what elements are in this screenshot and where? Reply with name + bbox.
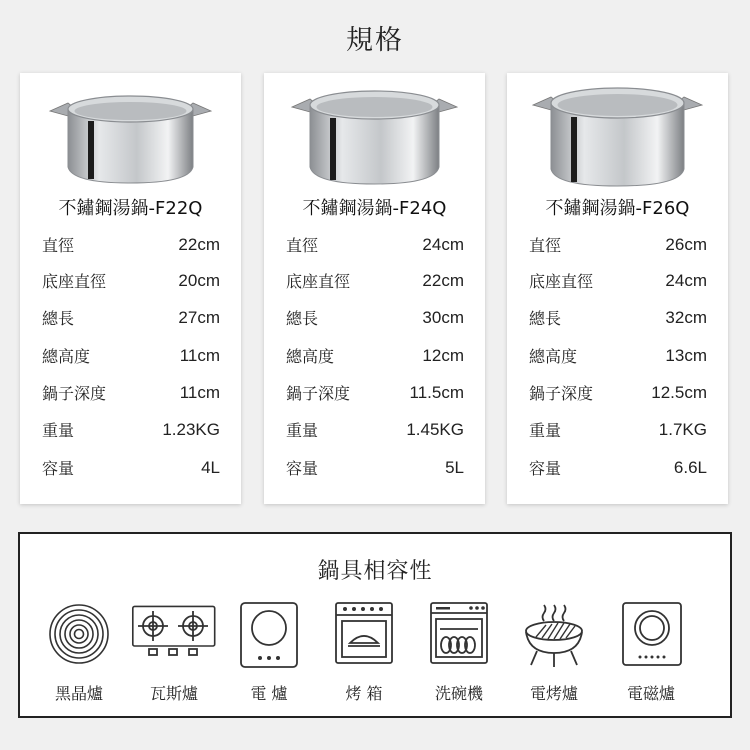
spec-cards bbox=[20, 73, 730, 505]
spec-value: 1.7KG bbox=[658, 420, 707, 439]
spec-label: 鍋子深度 bbox=[42, 384, 107, 403]
spec-row bbox=[42, 344, 220, 368]
spec-label: 總高度 bbox=[286, 347, 335, 366]
spec-label: 容量 bbox=[529, 459, 562, 478]
spec-label: 重量 bbox=[286, 421, 319, 440]
appliance-dishwasher bbox=[416, 601, 502, 705]
spec-label: 總長 bbox=[286, 309, 319, 328]
product-card bbox=[20, 73, 241, 504]
spec-label: 總高度 bbox=[529, 347, 578, 366]
spec-value: 1.23KG bbox=[162, 420, 220, 439]
electric-stove-icon bbox=[226, 601, 312, 671]
product-card bbox=[264, 73, 485, 504]
spec-label: 底座直徑 bbox=[286, 272, 351, 291]
appliance-induction-cooker bbox=[608, 601, 694, 705]
appliance-label: 烤 箱 bbox=[345, 684, 383, 703]
spec-value: 11cm bbox=[179, 383, 220, 402]
appliance-label: 電 爐 bbox=[250, 684, 288, 703]
spec-row bbox=[529, 418, 707, 442]
spec-row bbox=[529, 381, 707, 405]
spec-row bbox=[529, 233, 707, 257]
spec-value: 4L bbox=[201, 458, 220, 477]
appliance-label: 黑晶爐 bbox=[54, 684, 103, 703]
spec-row bbox=[529, 306, 707, 330]
spec-label: 鍋子深度 bbox=[529, 384, 594, 403]
spec-label: 容量 bbox=[286, 459, 319, 478]
spec-label: 總長 bbox=[529, 309, 562, 328]
appliance-grill bbox=[511, 601, 597, 705]
gas-stove-icon bbox=[131, 601, 217, 671]
spec-value: 11cm bbox=[179, 346, 220, 365]
spec-row bbox=[529, 269, 707, 293]
spec-row bbox=[42, 233, 220, 257]
spec-value: 1.45KG bbox=[406, 420, 464, 439]
spec-row bbox=[42, 381, 220, 405]
grill-icon bbox=[511, 601, 597, 671]
spec-value: 11.5cm bbox=[409, 383, 464, 402]
spec-row bbox=[529, 344, 707, 368]
spec-label: 底座直徑 bbox=[42, 272, 107, 291]
spec-label: 直徑 bbox=[529, 236, 562, 255]
spec-value: 6.6L bbox=[673, 458, 707, 477]
appliance-label: 電烤爐 bbox=[529, 684, 578, 703]
spec-label: 直徑 bbox=[42, 236, 75, 255]
spec-value: 26cm bbox=[665, 235, 707, 254]
appliance-label: 洗碗機 bbox=[434, 684, 483, 703]
product-name: 不鏽鋼湯鍋-F22Q bbox=[58, 198, 203, 219]
spec-row bbox=[42, 269, 220, 293]
spec-value: 32cm bbox=[665, 308, 707, 327]
spec-row bbox=[286, 381, 464, 405]
spec-value: 22cm bbox=[178, 235, 220, 254]
spec-value: 13cm bbox=[665, 346, 707, 365]
spec-row bbox=[286, 344, 464, 368]
spec-label: 重量 bbox=[529, 421, 562, 440]
spec-value: 12cm bbox=[422, 346, 464, 365]
appliance-gas-stove bbox=[131, 601, 217, 705]
spec-label: 直徑 bbox=[286, 236, 319, 255]
pot-image bbox=[529, 83, 706, 193]
product-card bbox=[507, 73, 728, 504]
appliance-ceramic-hob bbox=[36, 601, 122, 705]
spec-value: 30cm bbox=[422, 308, 464, 327]
pot-image bbox=[286, 83, 463, 193]
spec-row bbox=[286, 418, 464, 442]
dishwasher-icon bbox=[416, 601, 502, 671]
product-name: 不鏽鋼湯鍋-F24Q bbox=[302, 198, 447, 219]
spec-value: 20cm bbox=[178, 271, 220, 290]
spec-label: 總高度 bbox=[42, 347, 91, 366]
appliance-oven bbox=[321, 601, 407, 705]
spec-value: 24cm bbox=[665, 271, 707, 290]
spec-row bbox=[529, 456, 707, 480]
page-title: 規格 bbox=[346, 25, 404, 56]
spec-label: 容量 bbox=[42, 459, 75, 478]
compatibility-panel bbox=[18, 532, 732, 718]
appliance-electric-stove bbox=[226, 601, 312, 705]
spec-row bbox=[286, 456, 464, 480]
spec-row bbox=[286, 269, 464, 293]
oven-icon bbox=[321, 601, 407, 671]
spec-value: 24cm bbox=[422, 235, 464, 254]
spec-value: 12.5cm bbox=[651, 383, 707, 402]
spec-label: 底座直徑 bbox=[529, 272, 594, 291]
ceramic-hob-icon bbox=[36, 601, 122, 671]
spec-row bbox=[286, 306, 464, 330]
spec-row bbox=[42, 456, 220, 480]
spec-label: 總長 bbox=[42, 309, 75, 328]
appliance-label: 瓦斯爐 bbox=[149, 684, 198, 703]
spec-row bbox=[42, 306, 220, 330]
spec-label: 重量 bbox=[42, 421, 75, 440]
pot-image bbox=[42, 83, 219, 193]
spec-label: 鍋子深度 bbox=[286, 384, 351, 403]
product-name: 不鏽鋼湯鍋-F26Q bbox=[545, 198, 690, 219]
spec-value: 5L bbox=[445, 458, 464, 477]
compatibility-title: 鍋具相容性 bbox=[317, 559, 433, 584]
appliance-label: 電磁爐 bbox=[626, 684, 675, 703]
spec-row bbox=[286, 233, 464, 257]
spec-row bbox=[42, 418, 220, 442]
spec-value: 27cm bbox=[178, 308, 220, 327]
spec-value: 22cm bbox=[422, 271, 464, 290]
induction-cooker-icon bbox=[608, 601, 694, 671]
